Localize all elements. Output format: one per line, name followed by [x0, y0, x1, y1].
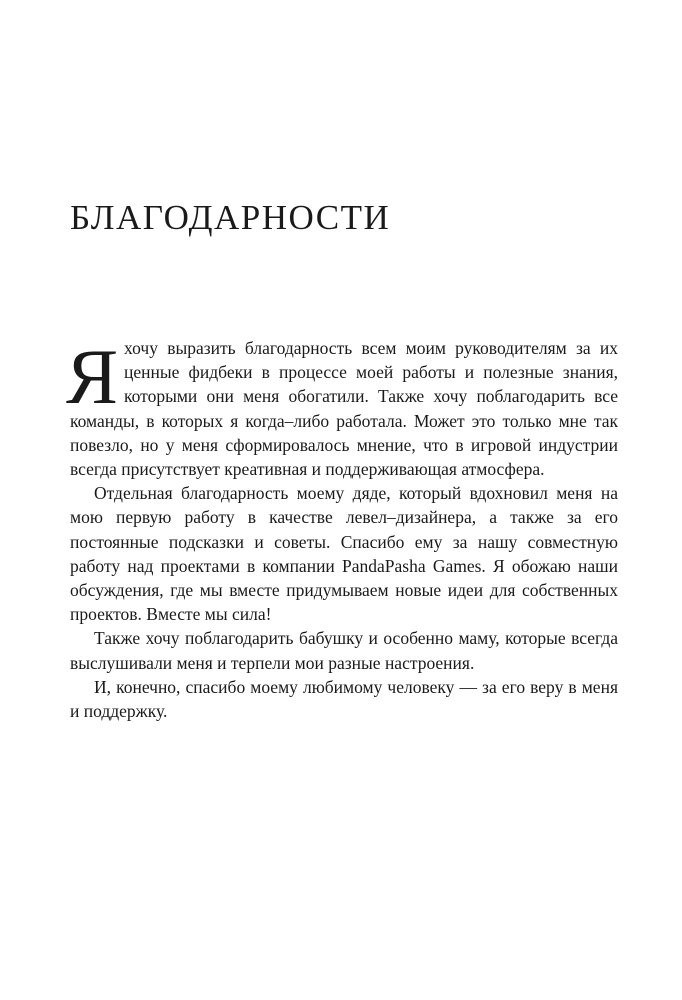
paragraph-2	[70, 481, 618, 626]
drop-cap: Я	[66, 333, 119, 420]
page-title: БЛАГОДАРНОСТИ	[70, 198, 391, 237]
paragraph-3	[70, 626, 618, 674]
paragraph-1-text: хочу выразить благодарность всем моим руководителям за их ценные фидбеки в процессе моей работы и полезные знания, которыми они меня обогатили. Также хочу поблагодарить все команды, в которых я когда–либо работала. Может это только мне так повезло, но у меня сформировалось мнение, что в игровой индустрии всегда присутствует креативная и поддерживающая атмосфера.	[70, 338, 618, 480]
paragraph-2-text: Отдельная благодарность моему дяде, который вдохновил меня на мою первую работу в качестве левел–дизайнера, а также за его постоянные подсказки и советы. Спасибо ему за нашу совместную работу над проектами в компании PandaPasha Games. Я обожаю наши обсуждения, где мы вместе придумываем новые идеи для собственных проектов. Вместе мы сила!	[70, 483, 618, 625]
acknowledgements-body	[66, 333, 618, 723]
paragraph-1	[66, 333, 618, 481]
paragraph-4-text: И, конечно, спасибо моему любимому человеку — за его веру в меня и поддержку.	[70, 676, 618, 722]
paragraph-4	[70, 675, 618, 723]
paragraph-3-text: Также хочу поблагодарить бабушку и особенно маму, которые всегда выслушивали меня и терпели мои разные настроения.	[70, 628, 618, 673]
